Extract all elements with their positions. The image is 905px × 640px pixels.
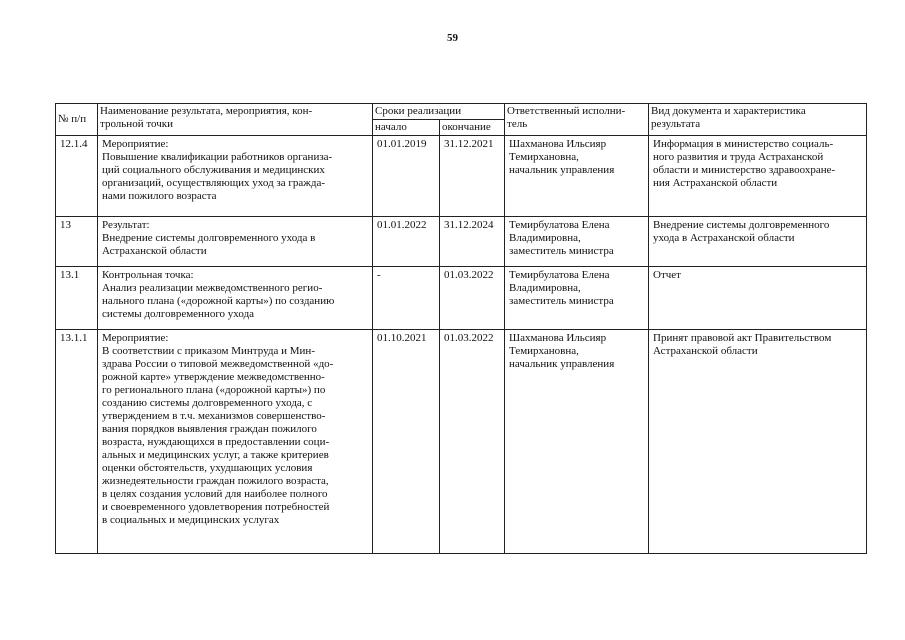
table-row bbox=[56, 136, 867, 217]
page-number: 59 bbox=[447, 32, 458, 44]
row-doc-type: Информация в министерство социаль- ного развития и труда Астраханской области и министерство здравоохране- ния Астраханской области bbox=[649, 136, 867, 217]
row-start: 01.01.2022 bbox=[373, 217, 440, 267]
row-doc-type: Принят правовой акт Правительством Астраханской области bbox=[649, 330, 867, 554]
row-doc-type: Отчет bbox=[649, 267, 867, 330]
row-name: Результат: Внедрение системы долговременного ухода в Астраханской области bbox=[98, 217, 373, 267]
row-start: 01.10.2021 bbox=[373, 330, 440, 554]
row-name: Мероприятие: Повышение квалификации работников организа- ций социального обслуживания и медицинских организаций, осуществляющих уход за гражда- нами пожилого возраста bbox=[98, 136, 373, 217]
header-end: окончание bbox=[440, 120, 505, 136]
row-doc-type: Внедрение системы долговременного ухода в Астраханской области bbox=[649, 217, 867, 267]
row-name: Контрольная точка: Анализ реализации межведомственного регио- нального плана («дорожной карты») по созданию системы долговременного ухода bbox=[98, 267, 373, 330]
row-start: - bbox=[373, 267, 440, 330]
row-responsible: Темирбулатова Елена Владимировна, заместитель министра bbox=[505, 267, 649, 330]
row-num: 13.1.1 bbox=[56, 330, 98, 554]
row-num: 13.1 bbox=[56, 267, 98, 330]
header-responsible: Ответственный исполни- тель bbox=[505, 104, 649, 136]
row-num: 12.1.4 bbox=[56, 136, 98, 217]
header-deadlines: Сроки реализации bbox=[373, 104, 505, 120]
table-row bbox=[56, 217, 867, 267]
table-row bbox=[56, 267, 867, 330]
row-start: 01.01.2019 bbox=[373, 136, 440, 217]
row-end: 01.03.2022 bbox=[440, 330, 505, 554]
row-end: 31.12.2021 bbox=[440, 136, 505, 217]
row-responsible: Шахманова Ильсияр Темирхановна, начальник управления bbox=[505, 136, 649, 217]
header-start: начало bbox=[373, 120, 440, 136]
header-doc-type: Вид документа и характеристика результата bbox=[649, 104, 867, 136]
table-row bbox=[56, 330, 867, 554]
row-responsible: Темирбулатова Елена Владимировна, заместитель министра bbox=[505, 217, 649, 267]
row-end: 31.12.2024 bbox=[440, 217, 505, 267]
header-name: Наименование результата, мероприятия, кон- трольной точки bbox=[98, 104, 373, 136]
row-name: Мероприятие: В соответствии с приказом Минтруда и Мин- здрава России о типовой межведомственной «до- рожной карте» утверждение межведомственно- го регионального плана («дорожной карты») по созданию системы долговременного ухода, с утверждением в т.ч. механизмов совершенство- вания порядков выявления граждан пожилого возраста, нуждающихся в предоставлении соци- альных и медицинских услуг, а также критериев оценки обстоятельств, ухудшающих условия жизнедеятельности граждан пожилого возраста, в целях создания условий для наиболее полного и своевременного удовлетворения потребностей в социальных и медицинских услугах bbox=[98, 330, 373, 554]
row-end: 01.03.2022 bbox=[440, 267, 505, 330]
header-row-1 bbox=[56, 104, 867, 120]
row-responsible: Шахманова Ильсияр Темирхановна, начальник управления bbox=[505, 330, 649, 554]
plan-table bbox=[55, 103, 867, 554]
header-num: № п/п bbox=[56, 104, 98, 136]
row-num: 13 bbox=[56, 217, 98, 267]
